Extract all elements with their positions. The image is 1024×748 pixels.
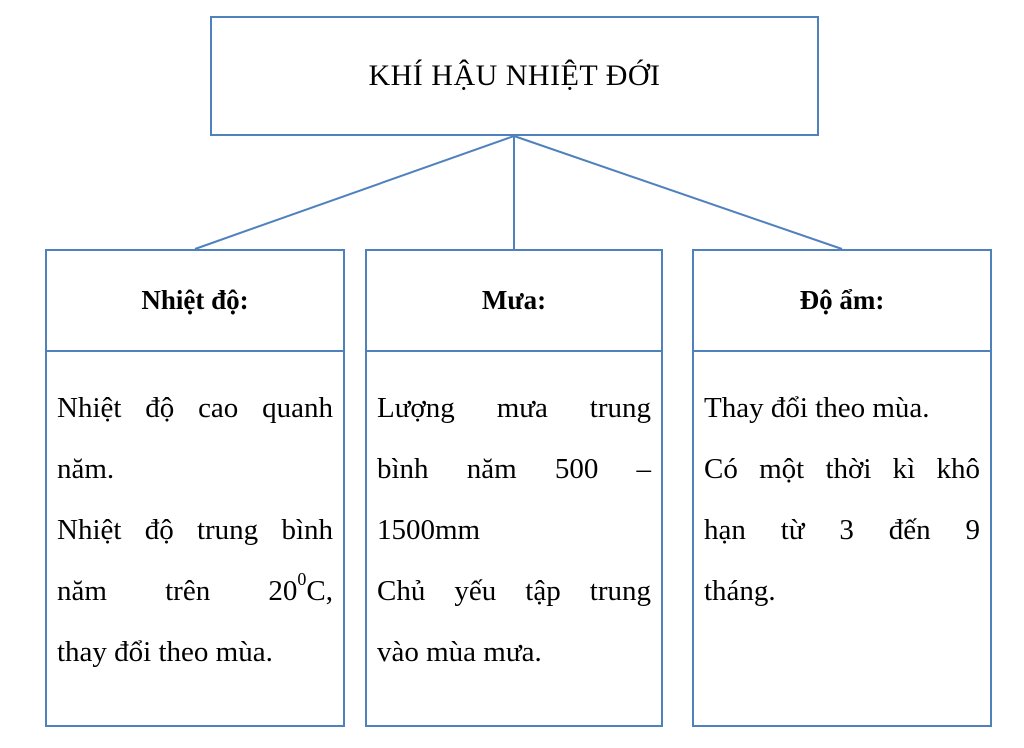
column-body-humidity (694, 352, 990, 622)
root-node (210, 16, 819, 136)
text-line: Có một thời kì khô (704, 453, 980, 485)
text-line: Chủ yếu tập trung (377, 575, 651, 607)
column-body-temperature (47, 352, 343, 683)
column-body-rainfall (367, 352, 661, 683)
text-line: thay đổi theo mùa. (57, 636, 273, 668)
temperature-superscript: 0 (297, 569, 307, 590)
text-line: Nhiệt độ trung bình (57, 514, 333, 546)
column-header-temperature: Nhiệt độ: (47, 251, 343, 352)
text-line: Thay đổi theo mùa. (704, 392, 930, 424)
text-line: năm. (57, 453, 115, 485)
text-line: tháng. (704, 575, 776, 607)
column-header-humidity: Độ ẩm: (694, 251, 990, 352)
text-line: 1500mm (377, 514, 481, 546)
text-line: hạn từ 3 đến 9 (704, 514, 980, 546)
root-title: KHÍ HẬU NHIỆT ĐỚI (368, 59, 661, 92)
temperature-unit: C, (306, 575, 333, 607)
text-line: vào mùa mưa. (377, 636, 542, 668)
column-header-rainfall: Mưa: (367, 251, 661, 352)
column-humidity (692, 249, 992, 727)
text-line: bình năm 500 – (377, 453, 651, 485)
text-line-temperature (57, 561, 333, 622)
text-line: Nhiệt độ cao quanh (57, 392, 333, 424)
column-rainfall (365, 249, 663, 727)
connector-left (195, 136, 514, 249)
temperature-text: năm trên 20 (57, 575, 298, 607)
column-temperature (45, 249, 345, 727)
text-line: Lượng mưa trung (377, 392, 651, 424)
connector-right (514, 136, 842, 249)
